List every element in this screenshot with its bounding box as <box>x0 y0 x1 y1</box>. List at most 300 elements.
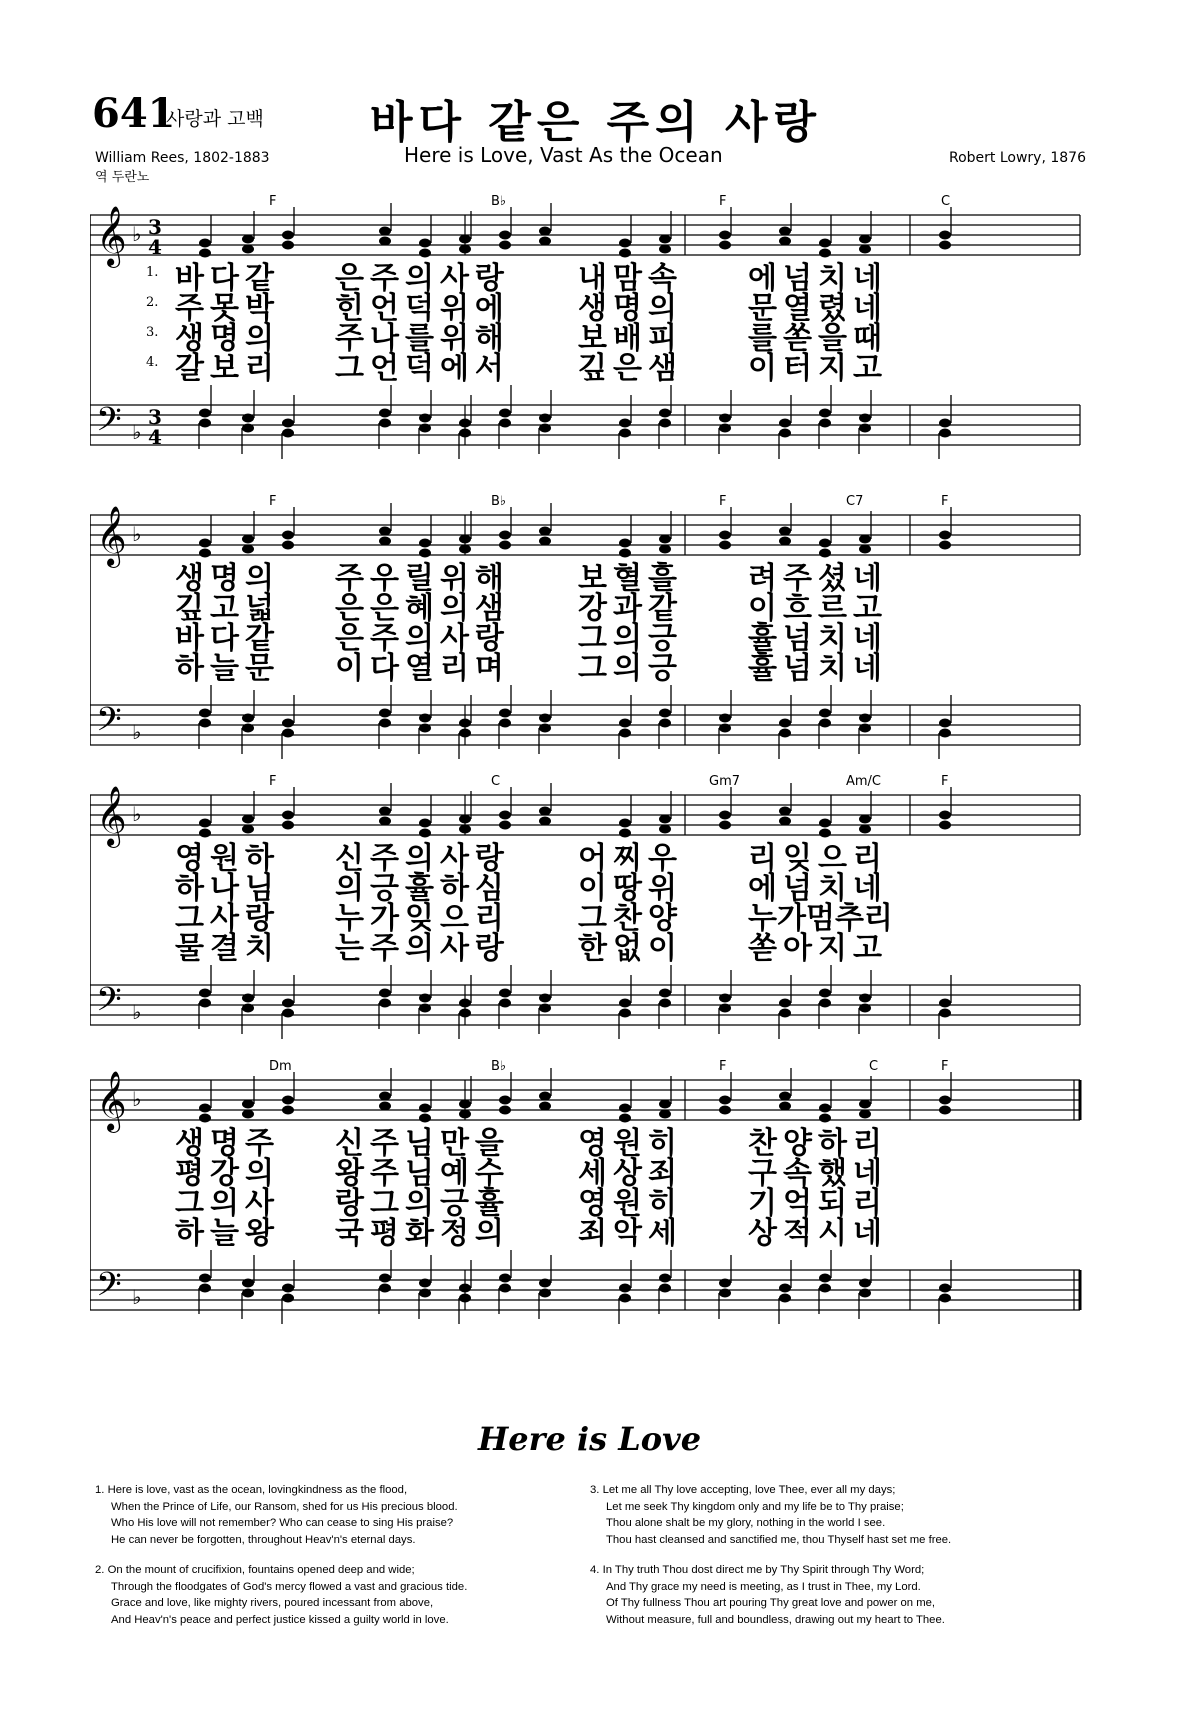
verse-number: 4. <box>146 355 159 370</box>
english-verse-text: When the Prince of Life, our Ransom, shed for us His precious blood. <box>111 1500 458 1513</box>
chord-symbol: F <box>719 195 727 209</box>
bass-note <box>379 1274 391 1283</box>
bass-note <box>282 719 294 728</box>
bass-note <box>859 414 871 423</box>
hymn-category: 사랑과 고백 <box>166 108 264 130</box>
english-verse-text: In Thy truth Thou dost direct me by Thy Spirit through Thy Word; <box>602 1564 925 1576</box>
bass-note <box>619 1294 631 1303</box>
english-verse-line <box>590 1612 1060 1629</box>
verse-number: 2. <box>146 295 159 310</box>
chord-symbol: C <box>941 195 951 209</box>
treble-clef-icon: 𝄞 <box>96 206 127 266</box>
treble-note <box>282 231 294 240</box>
treble-note <box>539 227 551 236</box>
treble-note <box>499 1096 511 1105</box>
bass-note <box>419 424 431 433</box>
bass-note <box>499 419 511 428</box>
lyric-phrase: 휼넘치네 <box>748 651 888 686</box>
lyric-phrase: 휼넘치네 <box>748 621 888 656</box>
treble-note <box>379 237 391 246</box>
bass-note <box>379 419 391 428</box>
treble-note <box>939 821 951 830</box>
bass-note <box>499 1284 511 1293</box>
lyric-phrase: 내맘속 <box>578 261 683 296</box>
key-signature-flat: ♭ <box>132 1000 142 1024</box>
bass-note <box>199 1284 211 1293</box>
treble-note <box>282 241 294 250</box>
lyric-phrase: 생명의 <box>175 561 280 596</box>
bass-note <box>379 719 391 728</box>
bass-note <box>379 409 391 418</box>
bass-note <box>459 729 471 738</box>
bass-note <box>539 1279 551 1288</box>
treble-note <box>499 811 511 820</box>
treble-note <box>719 531 731 540</box>
chord-symbol: F <box>719 495 727 509</box>
bass-note <box>459 1294 471 1303</box>
treble-note <box>242 535 254 544</box>
lyric-phrase: 랑그의긍휼 <box>335 1186 510 1221</box>
lyric-phrase: 누가멈추리 <box>748 901 893 936</box>
treble-note <box>939 1106 951 1115</box>
treble-note <box>539 537 551 546</box>
bass-note <box>499 1274 511 1283</box>
lyric-phrase: 이터지고 <box>748 351 888 386</box>
bass-note <box>659 419 671 428</box>
english-verse-line <box>95 1562 565 1579</box>
chord-symbol: Am/C <box>846 775 882 789</box>
treble-note <box>779 807 791 816</box>
english-verse-line <box>95 1499 565 1516</box>
lyric-phrase: 깊은샘 <box>578 351 683 386</box>
bass-note <box>242 994 254 1003</box>
bass-note <box>199 999 211 1008</box>
lyric-phrase: 은주의사랑 <box>335 621 510 656</box>
key-signature-flat: ♭ <box>132 420 142 444</box>
treble-note <box>199 1104 211 1113</box>
lyric-phrase: 그의긍 <box>578 621 683 656</box>
lyric-phrase: 평강의 <box>175 1156 280 1191</box>
lyric-phrase: 은은혜의샘 <box>335 591 510 626</box>
english-verse-number: 3. <box>590 1484 603 1496</box>
bass-note <box>819 709 831 718</box>
chord-symbol: F <box>269 195 277 209</box>
chord-symbol: F <box>719 1060 727 1074</box>
bass-note <box>282 999 294 1008</box>
treble-note <box>499 531 511 540</box>
treble-note <box>419 539 431 548</box>
verse-number: 1. <box>146 265 159 280</box>
bass-note <box>282 1294 294 1303</box>
bass-note <box>659 719 671 728</box>
lyric-phrase: 하나님 <box>175 871 280 906</box>
treble-clef-icon: 𝄞 <box>96 1071 127 1131</box>
bass-note <box>779 719 791 728</box>
lyric-phrase: 보배피 <box>578 321 683 356</box>
treble-note <box>539 1102 551 1111</box>
lyric-phrase: 주나를위해 <box>335 321 510 356</box>
lyric-phrase: 영원하 <box>175 841 280 876</box>
bass-clef-icon: 𝄢 <box>96 701 122 747</box>
bass-note <box>379 989 391 998</box>
bass-note <box>719 1004 731 1013</box>
bass-note <box>499 409 511 418</box>
time-signature-bottom: 4 <box>148 235 162 259</box>
lyric-phrase: 쏟아지고 <box>748 931 888 966</box>
bass-note <box>242 724 254 733</box>
lyric-phrase: 은주의사랑 <box>335 261 510 296</box>
bass-note <box>282 429 294 438</box>
lyric-phrase: 그언덕에서 <box>335 351 510 386</box>
english-verses-right <box>590 1482 1060 1642</box>
treble-note <box>619 239 631 248</box>
lyric-phrase: 왕주님예수 <box>335 1156 510 1191</box>
chord-symbol: F <box>269 495 277 509</box>
bass-note <box>859 714 871 723</box>
lyric-phrase: 바다같 <box>175 621 280 656</box>
bass-note <box>719 714 731 723</box>
english-verse-text: Who His love will not remember? Who can cease to sing His praise? <box>111 1517 454 1529</box>
chord-symbol: F <box>941 1060 949 1074</box>
bass-note <box>619 1009 631 1018</box>
english-verse-number: 4. <box>590 1564 603 1576</box>
lyric-phrase: 주우릴위해 <box>335 561 510 596</box>
key-signature-flat: ♭ <box>132 802 142 826</box>
bass-note <box>619 419 631 428</box>
english-verses-left <box>95 1482 565 1642</box>
key-signature-flat: ♭ <box>132 522 142 546</box>
english-verse-line <box>95 1612 565 1629</box>
bass-note <box>459 419 471 428</box>
treble-note <box>819 539 831 548</box>
bass-note <box>779 419 791 428</box>
bass-note <box>859 1279 871 1288</box>
lyric-phrase: 이땅위 <box>578 871 683 906</box>
bass-note <box>719 994 731 1003</box>
bass-note <box>719 724 731 733</box>
bass-clef-icon: 𝄢 <box>96 401 122 447</box>
treble-note <box>779 537 791 546</box>
lyric-phrase: 기억되리 <box>748 1186 888 1221</box>
bass-note <box>859 724 871 733</box>
treble-note <box>539 1092 551 1101</box>
english-verse-text: Of Thy fullness Thou art pouring Thy great love and power on me, <box>606 1597 936 1609</box>
chord-symbol: B♭ <box>491 495 507 509</box>
treble-note <box>779 1102 791 1111</box>
treble-note <box>379 807 391 816</box>
treble-note <box>719 1106 731 1115</box>
treble-note <box>819 819 831 828</box>
lyric-phrase: 생명의 <box>175 321 280 356</box>
chord-symbol: C <box>491 775 501 789</box>
bass-note <box>419 724 431 733</box>
english-verse-line <box>590 1562 1060 1579</box>
bass-note <box>819 1284 831 1293</box>
bass-note <box>419 1279 431 1288</box>
lyric-phrase: 힌언덕위에 <box>335 291 510 326</box>
bass-note <box>242 414 254 423</box>
english-verse-text: Thou hast cleansed and sanctified me, thou Thyself hast set me free. <box>606 1533 952 1546</box>
treble-note <box>282 821 294 830</box>
bass-note <box>419 1289 431 1298</box>
english-verse-line <box>95 1515 565 1532</box>
lyric-phrase: 보혈흘 <box>578 561 683 596</box>
english-verse-line <box>95 1595 565 1612</box>
lyric-phrase: 강과같 <box>578 591 683 626</box>
bass-note <box>819 419 831 428</box>
bass-note <box>779 1294 791 1303</box>
treble-note <box>242 1100 254 1109</box>
english-verse-line <box>590 1515 1060 1532</box>
chord-symbol: C7 <box>846 495 864 509</box>
bass-note <box>619 999 631 1008</box>
chord-symbol: F <box>941 775 949 789</box>
bass-clef-icon: 𝄢 <box>96 1266 122 1312</box>
bass-note <box>379 1284 391 1293</box>
bass-note <box>242 1279 254 1288</box>
title-korean: 바다 같은 주의 사랑 <box>370 97 822 148</box>
lyric-phrase: 한없이 <box>578 931 683 966</box>
treble-clef-icon: 𝄞 <box>96 506 127 566</box>
english-verse-line <box>590 1499 1060 1516</box>
lyric-phrase: 구속했네 <box>748 1156 888 1191</box>
english-verse-text: And Heav'n's peace and perfect justice kissed a guilty world in love. <box>111 1613 449 1626</box>
english-verse-text: Let me all Thy love accepting, love Thee, ever all my days; <box>602 1484 896 1496</box>
bass-note <box>539 994 551 1003</box>
treble-note <box>659 235 671 244</box>
lyric-phrase: 그찬양 <box>578 901 683 936</box>
treble-note <box>779 817 791 826</box>
treble-note <box>619 539 631 548</box>
treble-note <box>719 821 731 830</box>
treble-note <box>419 239 431 248</box>
bass-note <box>859 424 871 433</box>
bass-note <box>199 409 211 418</box>
lyric-phrase: 에넘치네 <box>748 261 888 296</box>
treble-note <box>499 541 511 550</box>
treble-note <box>379 817 391 826</box>
treble-note <box>379 1092 391 1101</box>
bass-note <box>539 714 551 723</box>
bass-note <box>539 424 551 433</box>
bass-note <box>282 1284 294 1293</box>
bass-note <box>659 1274 671 1283</box>
treble-note <box>282 811 294 820</box>
chord-symbol: B♭ <box>491 1060 507 1074</box>
bass-note <box>499 719 511 728</box>
bass-note <box>539 1004 551 1013</box>
treble-note <box>779 527 791 536</box>
lyric-phrase: 갈보리 <box>175 351 280 386</box>
bass-note <box>242 424 254 433</box>
treble-note <box>779 237 791 246</box>
english-verse-line <box>590 1595 1060 1612</box>
english-verse-text: On the mount of crucifixion, fountains opened deep and wide; <box>107 1564 415 1576</box>
treble-note <box>659 535 671 544</box>
composer-credit: Robert Lowry, 1876 <box>949 150 1086 166</box>
lyric-phrase: 신주의사랑 <box>335 841 510 876</box>
verse-number: 3. <box>146 325 159 340</box>
bass-note <box>659 1284 671 1293</box>
time-signature-bottom: 4 <box>148 425 162 449</box>
english-verse-text: Let me seek Thy kingdom only and my life be to Thy praise; <box>606 1500 904 1513</box>
treble-note <box>719 1096 731 1105</box>
bass-note <box>199 1274 211 1283</box>
lyric-phrase: 누가잊으리 <box>335 901 510 936</box>
treble-note <box>282 541 294 550</box>
treble-note <box>779 1092 791 1101</box>
treble-note <box>379 227 391 236</box>
treble-note <box>659 1100 671 1109</box>
bass-note <box>199 719 211 728</box>
bass-note <box>199 989 211 998</box>
bass-note <box>939 729 951 738</box>
treble-note <box>499 1106 511 1115</box>
lyric-phrase: 이흐르고 <box>748 591 888 626</box>
treble-note <box>459 235 471 244</box>
english-verse-line <box>95 1532 565 1549</box>
treble-note <box>939 241 951 250</box>
bass-note <box>419 1004 431 1013</box>
lyric-phrase: 를쏟을때 <box>748 321 888 356</box>
lyric-phrase: 바다같 <box>175 261 280 296</box>
bass-note <box>659 989 671 998</box>
treble-note <box>659 815 671 824</box>
time-signature-top: 3 <box>148 405 162 429</box>
lyric-phrase: 문열렸네 <box>748 291 888 326</box>
bass-note <box>619 1284 631 1293</box>
treble-note <box>719 811 731 820</box>
treble-note <box>282 1096 294 1105</box>
treble-note <box>859 1100 871 1109</box>
bass-note <box>499 989 511 998</box>
treble-note <box>499 241 511 250</box>
treble-note <box>199 539 211 548</box>
english-verse-text: Without measure, full and boundless, drawing out my heart to Thee. <box>606 1613 945 1626</box>
treble-note <box>459 815 471 824</box>
bass-note <box>379 999 391 1008</box>
treble-note <box>499 231 511 240</box>
english-verse-number: 2. <box>95 1564 108 1576</box>
treble-note <box>242 815 254 824</box>
bass-note <box>819 409 831 418</box>
translator-credit: 역 두란노 <box>95 170 150 185</box>
bass-note <box>459 429 471 438</box>
treble-note <box>859 535 871 544</box>
treble-note <box>939 541 951 550</box>
bass-note <box>282 419 294 428</box>
treble-note <box>199 239 211 248</box>
key-signature-flat: ♭ <box>132 1285 142 1309</box>
bass-note <box>719 1289 731 1298</box>
chord-symbol: F <box>941 495 949 509</box>
treble-note <box>859 235 871 244</box>
bass-note <box>859 1004 871 1013</box>
hymn-number: 641 <box>92 90 176 137</box>
bass-note <box>419 994 431 1003</box>
chord-symbol: B♭ <box>491 195 507 209</box>
treble-note <box>939 811 951 820</box>
bass-note <box>779 1009 791 1018</box>
bass-note <box>199 419 211 428</box>
bass-note <box>242 1004 254 1013</box>
treble-note <box>282 531 294 540</box>
treble-note <box>282 1106 294 1115</box>
english-verse-text: Thou alone shalt be my glory, nothing in the world I see. <box>606 1517 886 1529</box>
bass-note <box>939 1294 951 1303</box>
bass-note <box>719 414 731 423</box>
english-verse-text: And Thy grace my need is meeting, as I trust in Thee, my Lord. <box>606 1580 921 1593</box>
bass-note <box>459 1284 471 1293</box>
bass-note <box>659 999 671 1008</box>
bass-note <box>939 1284 951 1293</box>
english-verse <box>95 1482 565 1548</box>
lyric-phrase: 주못박 <box>175 291 280 326</box>
treble-note <box>539 237 551 246</box>
treble-note <box>539 817 551 826</box>
lyric-phrase: 그의사 <box>175 1186 280 1221</box>
lyric-phrase: 생명의 <box>578 291 683 326</box>
english-verse <box>95 1562 565 1628</box>
treble-note <box>419 819 431 828</box>
bass-note <box>939 429 951 438</box>
lyric-phrase: 생명주 <box>175 1126 280 1161</box>
lyric-phrase: 는주의사랑 <box>335 931 510 966</box>
bass-note <box>459 1009 471 1018</box>
time-signature-top: 3 <box>148 215 162 239</box>
bass-note <box>282 729 294 738</box>
lyric-phrase: 영원히 <box>578 1186 683 1221</box>
bass-note <box>539 724 551 733</box>
key-signature-flat: ♭ <box>132 1087 142 1111</box>
lyric-phrase: 이다열리며 <box>335 651 510 686</box>
chord-symbol: Gm7 <box>709 775 741 789</box>
bass-note <box>539 414 551 423</box>
bass-clef-icon: 𝄢 <box>96 981 122 1027</box>
treble-note <box>719 241 731 250</box>
lyric-phrase: 찬양하리 <box>748 1126 888 1161</box>
treble-note <box>859 815 871 824</box>
bass-note <box>719 424 731 433</box>
english-verse-line <box>590 1532 1060 1549</box>
lyric-phrase: 깊고넓 <box>175 591 280 626</box>
lyric-phrase: 리잊으리 <box>748 841 888 876</box>
english-verse <box>590 1482 1060 1548</box>
bass-note <box>199 709 211 718</box>
bass-note <box>499 709 511 718</box>
treble-note <box>619 1104 631 1113</box>
treble-note <box>459 535 471 544</box>
bass-note <box>939 999 951 1008</box>
bass-note <box>419 714 431 723</box>
bass-note <box>779 729 791 738</box>
treble-note <box>419 1104 431 1113</box>
treble-note <box>499 821 511 830</box>
english-verse-text: Grace and love, like mighty rivers, poured incessant from above, <box>111 1597 434 1609</box>
english-verse-line <box>95 1579 565 1596</box>
treble-note <box>939 531 951 540</box>
bass-note <box>499 999 511 1008</box>
english-verse-number: 1. <box>95 1484 108 1496</box>
bass-note <box>619 729 631 738</box>
treble-note <box>939 231 951 240</box>
lyric-phrase: 의긍휼하심 <box>335 871 510 906</box>
bass-note <box>619 429 631 438</box>
english-verse-text: He can never be forgotten, throughout Heav'n's eternal days. <box>111 1533 416 1546</box>
lyric-phrase: 상적시네 <box>748 1216 888 1251</box>
key-signature-flat: ♭ <box>132 222 142 246</box>
bass-note <box>939 1009 951 1018</box>
